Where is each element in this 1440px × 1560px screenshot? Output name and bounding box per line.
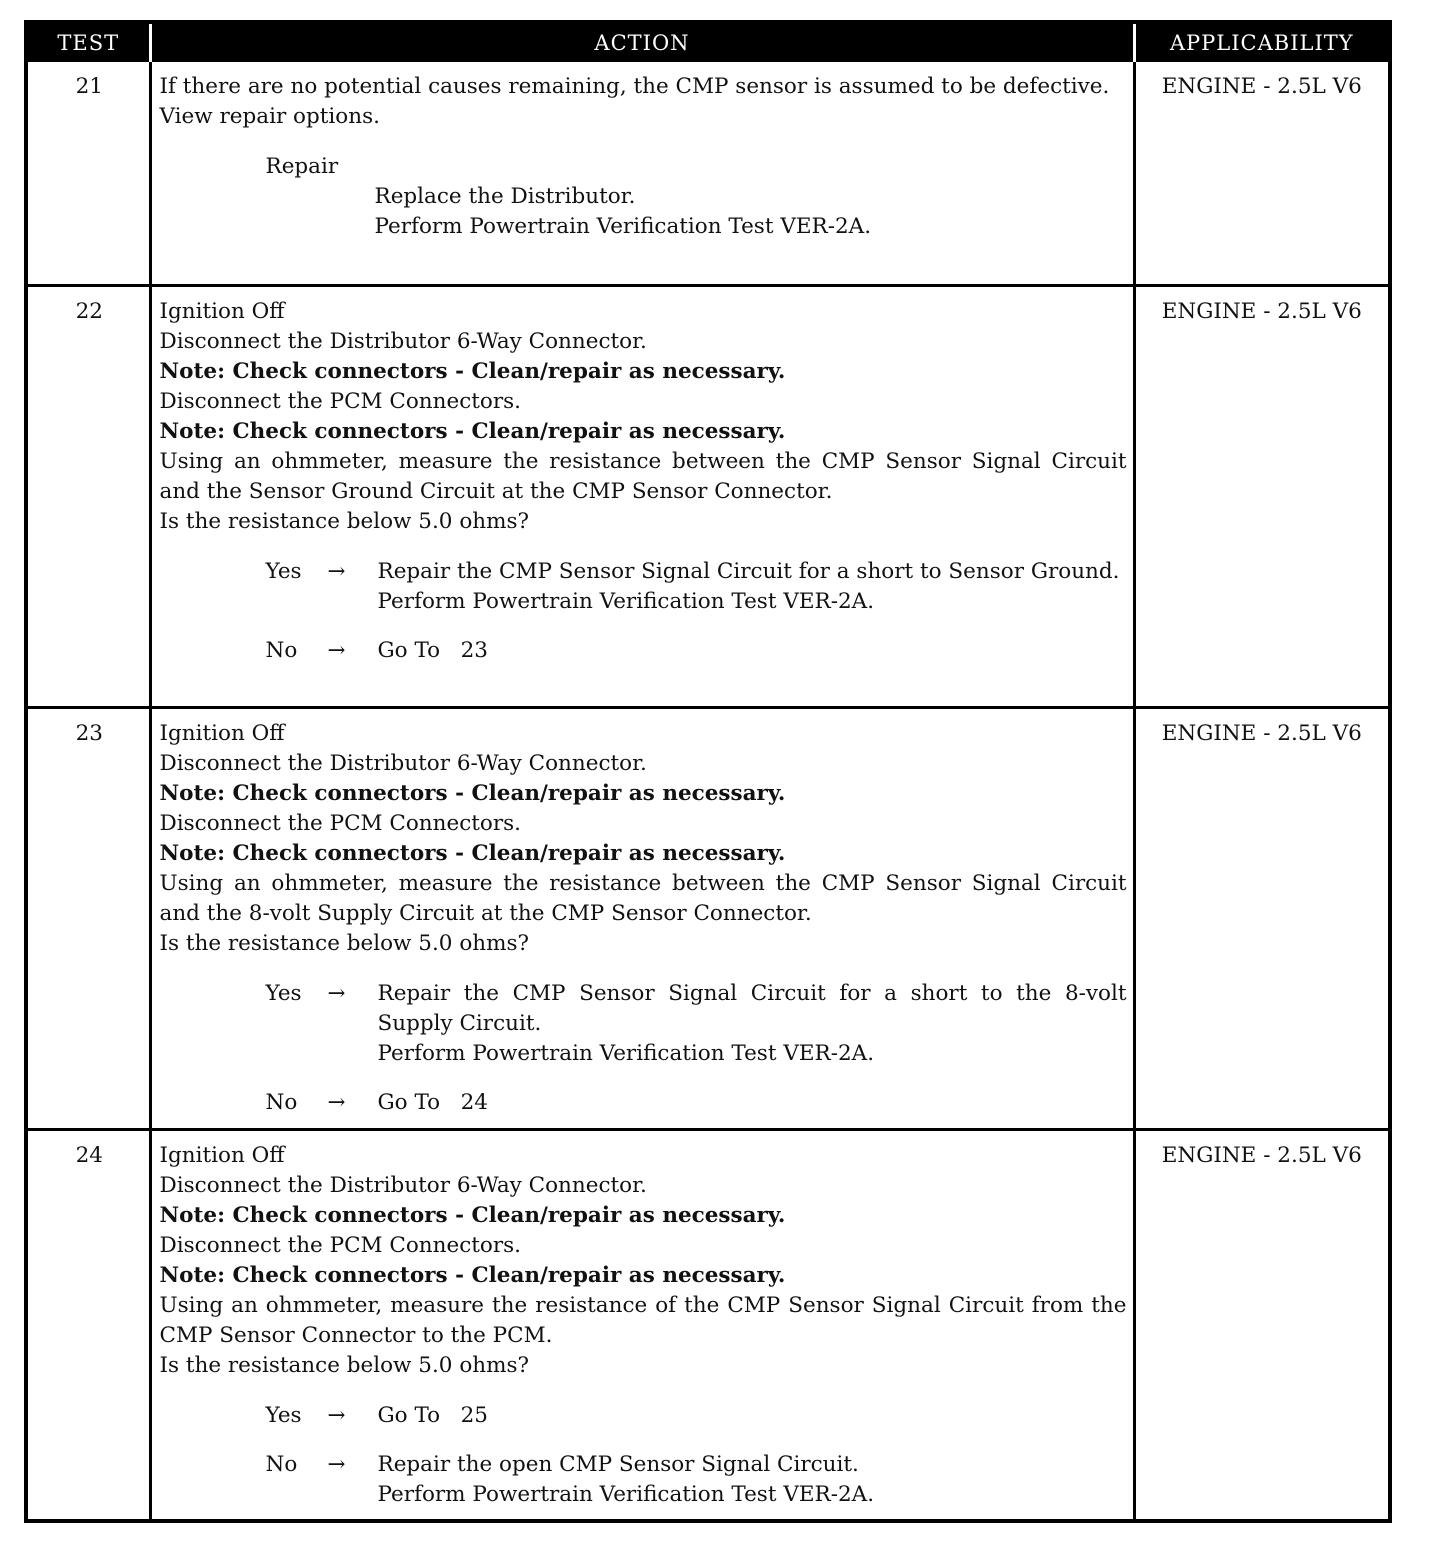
note-line: Note: Check connectors - Clean/repair as necessary. (159, 1202, 786, 1228)
answer-label: No (265, 1451, 298, 1477)
action-line: Ignition Off (159, 720, 285, 746)
action-line: Disconnect the PCM Connectors. (159, 1232, 521, 1258)
test-number: 23 (28, 707, 150, 1129)
answer-branches (160, 979, 1127, 1118)
table-row (28, 1129, 1388, 1519)
action-cell (150, 707, 1134, 1129)
note-line: Note: Check connectors - Clean/repair as necessary. (159, 840, 786, 866)
action-line: Disconnect the Distributor 6-Way Connector. (159, 328, 647, 354)
question-line: Is the resistance below 5.0 ohms? (159, 930, 530, 956)
note-line: Note: Check connectors - Clean/repair as necessary. (159, 1262, 786, 1288)
action-line: Disconnect the PCM Connectors. (159, 810, 521, 836)
action-line: View repair options. (159, 104, 380, 129)
repair-step: Replace the Distributor. (374, 184, 636, 209)
arrow-icon: → (327, 1402, 346, 1428)
test-number: 24 (28, 1129, 150, 1519)
action-line: If there are no potential causes remaining, the CMP sensor is assumed to be defective. (159, 74, 1110, 99)
table-row (28, 62, 1388, 285)
branch-result (378, 979, 1127, 1069)
action-line: Disconnect the PCM Connectors. (159, 388, 521, 414)
applicability-cell: ENGINE - 2.5L V6 (1134, 62, 1388, 285)
result-line: Perform Powertrain Verification Test VER-2A. (377, 1481, 875, 1507)
applicability-cell: ENGINE - 2.5L V6 (1134, 1129, 1388, 1519)
test-number: 22 (28, 285, 150, 707)
repair-label: Repair (265, 154, 339, 179)
diagnostic-test-table (28, 24, 1388, 1519)
action-cell (150, 285, 1134, 707)
action-cell (150, 1129, 1134, 1519)
arrow-icon: → (327, 558, 346, 584)
result-line: Repair the open CMP Sensor Signal Circuit. (377, 1451, 859, 1477)
branch-no (160, 1450, 1127, 1510)
answer-label: Yes (265, 1402, 302, 1428)
diagnostic-test-page (24, 20, 1392, 1523)
applicability-cell: ENGINE - 2.5L V6 (1134, 707, 1388, 1129)
action-line: Using an ohmmeter, measure the resistance of the CMP Sensor Signal Circuit from the CMP Sensor Connector to the PCM. (159, 1292, 1127, 1348)
branch-no (160, 1088, 1127, 1118)
action-line: Disconnect the Distributor 6-Way Connector. (159, 1172, 647, 1198)
table-header-row (28, 24, 1388, 62)
result-line: Repair the CMP Sensor Signal Circuit for a short to Sensor Ground. (377, 558, 1120, 584)
result-line: Perform Powertrain Verification Test VER-2A. (377, 588, 875, 614)
note-line: Note: Check connectors - Clean/repair as necessary. (159, 358, 786, 384)
action-line: Using an ohmmeter, measure the resistance between the CMP Sensor Signal Circuit and the 8-volt Supply Circuit at the CMP Sensor Connector. (159, 870, 1127, 926)
arrow-icon: → (327, 1451, 346, 1477)
table-row (28, 707, 1388, 1129)
arrow-icon: → (327, 637, 346, 663)
answer-label: Yes (265, 980, 302, 1006)
test-number: 21 (75, 74, 103, 99)
result-line: Perform Powertrain Verification Test VER-2A. (377, 1040, 875, 1066)
arrow-icon: → (327, 980, 346, 1006)
branch-result: Go To 24 (377, 1089, 488, 1115)
branch-result (378, 1450, 1127, 1510)
answer-label: Yes (265, 558, 302, 584)
arrow-icon: → (327, 1089, 346, 1115)
action-cell (150, 62, 1134, 285)
question-line: Is the resistance below 5.0 ohms? (159, 1352, 530, 1378)
applicability-cell: ENGINE - 2.5L V6 (1134, 285, 1388, 707)
answer-branches (160, 1401, 1127, 1510)
branch-result: Go To 25 (377, 1402, 488, 1428)
question-line: Is the resistance below 5.0 ohms? (159, 508, 530, 534)
branch-yes (160, 557, 1127, 617)
action-line: Disconnect the Distributor 6-Way Connector. (159, 750, 647, 776)
header-test: TEST (28, 24, 150, 62)
answer-branches (160, 557, 1127, 666)
action-line: Ignition Off (159, 1142, 285, 1168)
header-action: ACTION (150, 24, 1134, 62)
answer-label: No (265, 1089, 298, 1115)
action-line: Ignition Off (159, 298, 285, 324)
answer-label: No (265, 637, 298, 663)
branch-yes (160, 1401, 1127, 1431)
repair-options (160, 152, 1127, 242)
branch-result (378, 557, 1127, 617)
branch-result: Go To 23 (377, 637, 488, 663)
repair-step: Perform Powertrain Verification Test VER-2A. (374, 214, 872, 239)
note-line: Note: Check connectors - Clean/repair as necessary. (159, 418, 786, 444)
branch-no (160, 636, 1127, 666)
branch-yes (160, 979, 1127, 1069)
action-line: Using an ohmmeter, measure the resistance between the CMP Sensor Signal Circuit and the Sensor Ground Circuit at the CMP Sensor Connector. (159, 448, 1127, 504)
note-line: Note: Check connectors - Clean/repair as necessary. (159, 780, 786, 806)
result-line: Repair the CMP Sensor Signal Circuit for a short to the 8-volt Supply Circuit. (377, 980, 1127, 1036)
table-row (28, 285, 1388, 707)
header-applicability: APPLICABILITY (1134, 24, 1388, 62)
